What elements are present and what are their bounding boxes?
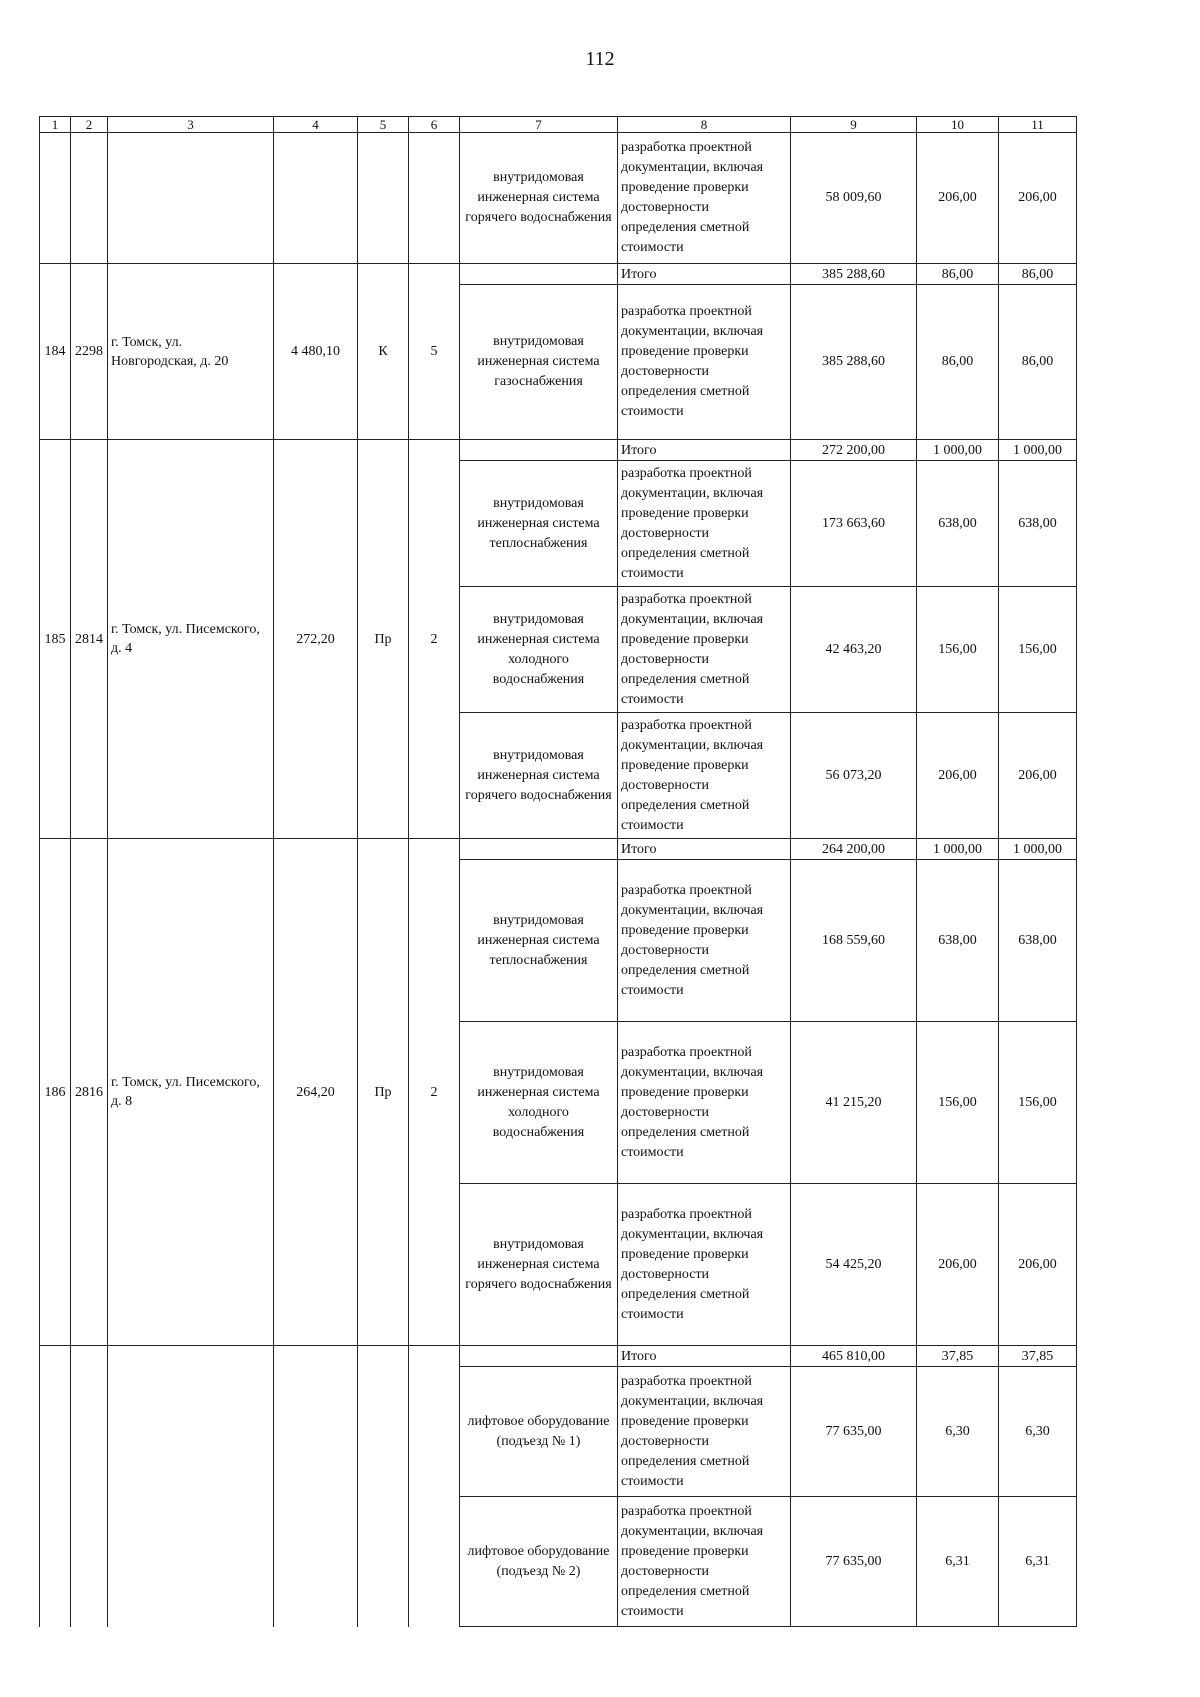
c10-cell: 206,00 [917,1184,999,1346]
address: г. Томск, ул. Писемского, д. 8 [108,839,274,1346]
area: 4 480,10 [274,264,358,440]
house-type: Пр [358,440,409,839]
c10-cell: 638,00 [917,461,999,587]
address [108,1346,274,1627]
work-cell: разработка проектной документации, включая проведение проверки достоверности определения сметной стоимости [618,461,791,587]
column-number: 5 [358,117,409,133]
house-id: 2814 [71,440,108,839]
total-cost: 264 200,00 [791,839,917,860]
col11-cell: 206,00 [999,133,1077,264]
row-number: 186 [40,839,71,1346]
c10-cell: 156,00 [917,1022,999,1184]
work-cell: разработка проектной документации, включая проведение проверки достоверности определения сметной стоимости [618,133,791,264]
column-number: 4 [274,117,358,133]
cost-cell: 41 215,20 [791,1022,917,1184]
cost-cell: 77 635,00 [791,1497,917,1627]
floors [409,1346,460,1627]
blank-cell [460,1346,618,1367]
system-cell: внутридомовая инженерная система горячего водоснабжения [460,1184,618,1346]
total-row [40,264,1077,285]
c10-cell: 6,30 [917,1367,999,1497]
c11-cell: 638,00 [999,860,1077,1022]
c11-cell: 206,00 [999,713,1077,839]
system-cell: внутридомовая инженерная система газоснабжения [460,285,618,440]
total-label: Итого [618,264,791,285]
system-cell: внутридомовая инженерная система холодного водоснабжения [460,1022,618,1184]
c11-cell: 156,00 [999,1022,1077,1184]
column-number: 9 [791,117,917,133]
floors: 2 [409,440,460,839]
total-c10: 1 000,00 [917,839,999,860]
column-number: 11 [999,117,1077,133]
col10-cell: 206,00 [917,133,999,264]
cost-cell: 42 463,20 [791,587,917,713]
house-type [358,1346,409,1627]
system-cell: внутридомовая инженерная система теплоснабжения [460,461,618,587]
blank-cell [460,440,618,461]
cost-cell: 54 425,20 [791,1184,917,1346]
total-row [40,1346,1077,1367]
blank-cell [460,264,618,285]
work-cell: разработка проектной документации, включая проведение проверки достоверности определения сметной стоимости [618,713,791,839]
house-id [71,1346,108,1627]
cost-cell: 77 635,00 [791,1367,917,1497]
row-number [40,1346,71,1627]
total-label: Итого [618,1346,791,1367]
c11-cell: 206,00 [999,1184,1077,1346]
system-cell: лифтовое оборудование (подъезд № 2) [460,1497,618,1627]
row-number: 184 [40,264,71,440]
total-c11: 1 000,00 [999,839,1077,860]
total-c10: 86,00 [917,264,999,285]
total-row [40,839,1077,860]
house-type: Пр [358,839,409,1346]
address: г. Томск, ул. Новгородская, д. 20 [108,264,274,440]
total-c11: 1 000,00 [999,440,1077,461]
work-cell: разработка проектной документации, включая проведение проверки достоверности определения сметной стоимости [618,1497,791,1627]
total-cost: 272 200,00 [791,440,917,461]
system-cell: внутридомовая инженерная система горячего водоснабжения [460,713,618,839]
column-number: 10 [917,117,999,133]
house-id: 2298 [71,264,108,440]
column-number: 1 [40,117,71,133]
area [274,1346,358,1627]
total-row [40,440,1077,461]
blank-cell [460,839,618,860]
total-label: Итого [618,440,791,461]
total-c11: 37,85 [999,1346,1077,1367]
c10-cell: 206,00 [917,713,999,839]
total-cost: 385 288,60 [791,264,917,285]
column-number: 3 [108,117,274,133]
cost-cell: 173 663,60 [791,461,917,587]
column-number: 8 [618,117,791,133]
column-number-row [40,117,1077,133]
c11-cell: 6,30 [999,1367,1077,1497]
house-type: К [358,264,409,440]
cost-cell: 56 073,20 [791,713,917,839]
c10-cell: 86,00 [917,285,999,440]
total-c10: 37,85 [917,1346,999,1367]
column-number: 2 [71,117,108,133]
area: 272,20 [274,440,358,839]
system-cell: внутридомовая инженерная система теплоснабжения [460,860,618,1022]
system-cell: внутридомовая инженерная система холодного водоснабжения [460,587,618,713]
work-cell: разработка проектной документации, включая проведение проверки достоверности определения сметной стоимости [618,1022,791,1184]
cost-cell: 58 009,60 [791,133,917,264]
table-row [40,133,1077,264]
area: 264,20 [274,839,358,1346]
total-c10: 1 000,00 [917,440,999,461]
system-cell: внутридомовая инженерная система горячего водоснабжения [460,133,618,264]
floors: 5 [409,264,460,440]
c11-cell: 638,00 [999,461,1077,587]
total-label: Итого [618,839,791,860]
cost-cell: 385 288,60 [791,285,917,440]
house-id: 2816 [71,839,108,1346]
c11-cell: 86,00 [999,285,1077,440]
work-cell: разработка проектной документации, включая проведение проверки достоверности определения сметной стоимости [618,285,791,440]
page-number: 112 [585,48,615,70]
c11-cell: 6,31 [999,1497,1077,1627]
work-cell: разработка проектной документации, включая проведение проверки достоверности определения сметной стоимости [618,1184,791,1346]
column-number: 7 [460,117,618,133]
row-number: 185 [40,440,71,839]
work-cell: разработка проектной документации, включая проведение проверки достоверности определения сметной стоимости [618,587,791,713]
c10-cell: 638,00 [917,860,999,1022]
total-c11: 86,00 [999,264,1077,285]
c11-cell: 156,00 [999,587,1077,713]
total-cost: 465 810,00 [791,1346,917,1367]
c10-cell: 156,00 [917,587,999,713]
address: г. Томск, ул. Писемского, д. 4 [108,440,274,839]
c10-cell: 6,31 [917,1497,999,1627]
work-cell: разработка проектной документации, включая проведение проверки достоверности определения сметной стоимости [618,860,791,1022]
column-number: 6 [409,117,460,133]
cost-cell: 168 559,60 [791,860,917,1022]
system-cell: лифтовое оборудование (подъезд № 1) [460,1367,618,1497]
work-cell: разработка проектной документации, включая проведение проверки достоверности определения сметной стоимости [618,1367,791,1497]
works-table [39,116,1077,1627]
floors: 2 [409,839,460,1346]
